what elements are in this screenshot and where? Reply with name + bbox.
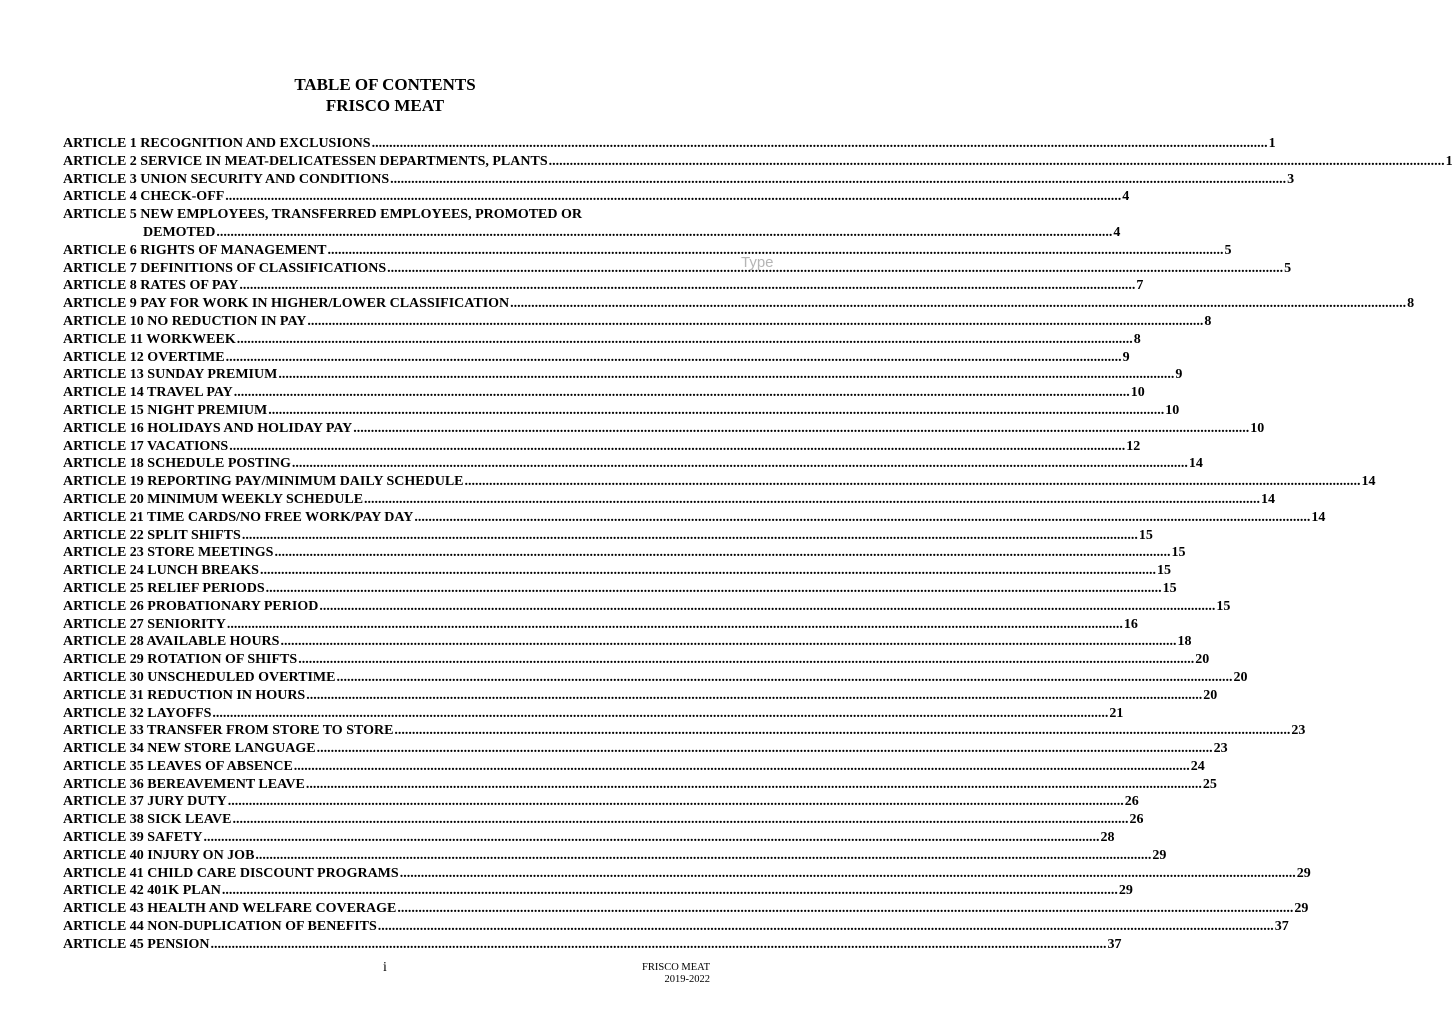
toc-dot-leader [306,776,1202,794]
toc-page-number: 15 [1138,527,1153,543]
toc-entry [63,473,1376,491]
toc-dot-leader [336,669,1232,687]
toc-page-number: 10 [1165,402,1180,418]
toc-entry-text: ARTICLE 43 HEALTH AND WELFARE COVERAGE [63,901,397,917]
toc-entry-continuation: DEMOTED [143,224,216,240]
footer-doc-name: FRISCO MEAT [642,962,710,973]
toc-entry-text: ARTICLE 19 REPORTING PAY/MINIMUM DAILY SCHEDULE [63,474,464,490]
toc-dot-leader [353,420,1249,438]
toc-entry [63,687,1218,705]
toc-entry [63,171,1295,189]
toc-page-number: 1 [1445,153,1453,169]
toc-entry-text: ARTICLE 45 PENSION [63,936,210,952]
toc-dot-leader [414,509,1310,527]
toc-dot-leader [204,829,1100,847]
toc-entry [63,242,1232,260]
toc-dot-leader [225,188,1121,206]
toc-dot-leader [234,384,1130,402]
toc-entry [63,580,1177,598]
toc-dot-leader [266,580,1162,598]
toc-page-number: 4 [1122,189,1130,205]
toc-entry [63,188,1130,206]
toc-entry-text: ARTICLE 38 SICK LEAVE [63,812,232,828]
toc-dot-leader [327,242,1223,260]
toc-dot-leader [268,402,1164,420]
toc-entry-text: ARTICLE 9 PAY FOR WORK IN HIGHER/LOWER CLASSIFICATION [63,296,510,312]
toc-dot-leader [372,135,1268,153]
toc-entry-text: ARTICLE 26 PROBATIONARY PERIOD [63,598,319,614]
toc-page-number: 20 [1195,652,1210,668]
toc-page-number: 20 [1203,687,1218,703]
toc-page-number: 15 [1156,563,1171,579]
toc-entry [63,669,1248,687]
toc-dot-leader [274,544,1170,562]
toc-page-number: 7 [1136,278,1144,294]
toc-dot-leader [294,758,1190,776]
toc-entry-text: ARTICLE 16 HOLIDAYS AND HOLIDAY PAY [63,420,353,436]
toc-dot-leader [255,847,1151,865]
toc-entry-text: ARTICLE 10 NO REDUCTION IN PAY [63,313,307,329]
toc-entry [63,598,1231,616]
toc-entry-text: ARTICLE 8 RATES OF PAY [63,278,239,294]
toc-entry-text: ARTICLE 39 SAFETY [63,830,203,846]
toc-entry [63,900,1309,918]
toc-page-number: 15 [1162,580,1177,596]
toc-entry [63,651,1210,669]
toc-page-number: 12 [1126,438,1141,454]
toc-page-number: 25 [1202,776,1217,792]
toc-entry [63,865,1311,883]
toc-entry [63,722,1306,740]
toc-page-number: 29 [1296,865,1311,881]
toc-dot-leader [292,455,1188,473]
toc-entry [63,153,1453,171]
page-subtitle: FRISCO MEAT [325,96,445,115]
toc-page-number: 21 [1109,705,1124,721]
toc-entry-text: ARTICLE 44 NON-DUPLICATION OF BENEFITS [63,919,377,935]
toc-dot-leader [549,153,1445,171]
toc-entry [63,491,1276,509]
toc-dot-leader [239,277,1135,295]
toc-entry [63,509,1326,527]
toc-page-number: 37 [1274,919,1289,935]
toc-entry-text: ARTICLE 2 SERVICE IN MEAT-DELICATESSEN DEPARTMENTS, PLANTS [63,153,548,169]
toc-entry-text: ARTICLE 4 CHECK-OFF [63,189,225,205]
toc-page-number: 5 [1224,242,1232,258]
toc-dot-leader [378,918,1274,936]
toc-dot-leader [237,331,1133,349]
toc-page-number: 5 [1284,260,1292,276]
toc-entry-text: ARTICLE 7 DEFINITIONS OF CLASSIFICATIONS [63,260,387,276]
toc-dot-leader [226,349,1122,367]
toc-dot-leader [400,865,1296,883]
footer-years: 2019-2022 [664,974,710,985]
toc-dot-leader [387,260,1283,278]
toc-entry-text: ARTICLE 40 INJURY ON JOB [63,847,255,863]
toc-dot-leader [212,705,1108,723]
toc-page-number: 24 [1190,758,1205,774]
toc-entry-text: ARTICLE 41 CHILD CARE DISCOUNT PROGRAMS [63,865,399,881]
toc-entry [63,936,1122,954]
toc-dot-leader [222,882,1118,900]
toc-entry [63,740,1228,758]
toc-dot-leader [227,616,1123,634]
toc-entry-text: ARTICLE 27 SENIORITY [63,616,226,632]
toc-entry [63,295,1415,313]
toc-entry-text: ARTICLE 34 NEW STORE LANGUAGE [63,741,316,757]
toc-page-number: 16 [1123,616,1138,632]
toc-page-number: 4 [1113,224,1121,240]
toc-dot-leader [211,936,1107,954]
toc-entry-text: ARTICLE 5 NEW EMPLOYEES, TRANSFERRED EMPLOYEES, PROMOTED OR [63,207,583,223]
toc-entry-text: ARTICLE 30 UNSCHEDULED OVERTIME [63,669,336,685]
toc-entry-text: ARTICLE 21 TIME CARDS/NO FREE WORK/PAY DAY [63,509,414,525]
toc-entry-text: ARTICLE 17 VACATIONS [63,438,229,454]
toc-page-number: 1 [1268,136,1276,151]
toc-entry [63,384,1145,402]
toc-page-number: 9 [1122,349,1130,365]
toc-entry [63,420,1265,438]
toc-entry-text: ARTICLE 37 JURY DUTY [63,794,227,810]
toc-dot-leader [397,900,1293,918]
toc-page-number: 28 [1100,830,1115,846]
toc-entry-text: ARTICLE 6 RIGHTS OF MANAGEMENT [63,242,327,258]
toc-dot-leader [306,687,1202,705]
toc-entry [63,402,1180,420]
toc-dot-leader [317,740,1213,758]
toc-entry-text: ARTICLE 32 LAYOFFS [63,705,212,721]
toc-page-number: 14 [1261,491,1276,507]
toc-page-number: 29 [1294,901,1309,917]
toc-entry-text: ARTICLE 29 ROTATION OF SHIFTS [63,652,298,668]
toc-entry-text: ARTICLE 13 SUNDAY PREMIUM [63,367,278,383]
toc-entry-text: ARTICLE 22 SPLIT SHIFTS [63,527,241,543]
toc-entry-text: ARTICLE 12 OVERTIME [63,349,225,365]
toc-entry [63,366,1183,384]
toc-page-number: 14 [1188,456,1203,472]
toc-dot-leader [510,295,1406,313]
toc-entry-text: ARTICLE 20 MINIMUM WEEKLY SCHEDULE [63,491,364,507]
toc-dot-leader [278,366,1174,384]
toc-entry [63,349,1130,367]
toc-page-number: 8 [1133,331,1141,347]
toc-entry-text: ARTICLE 28 AVAILABLE HOURS [63,634,280,650]
toc-entry [63,277,1144,295]
toc-entry-text: ARTICLE 35 LEAVES OF ABSENCE [63,758,293,774]
footer-document-info [642,962,710,986]
toc-page-number: 3 [1287,171,1295,187]
toc-dot-leader [307,313,1203,331]
toc-entry [63,438,1141,456]
toc-dot-leader [228,793,1124,811]
toc-page-number: 26 [1124,794,1139,810]
toc-entry-text: ARTICLE 24 LUNCH BREAKS [63,563,259,579]
toc-dot-leader [390,171,1286,189]
toc-page-number: 9 [1175,367,1183,383]
toc-dot-leader [216,224,1112,242]
toc-entry-text: ARTICLE 1 RECOGNITION AND EXCLUSIONS [63,136,371,151]
toc-entry-text: ARTICLE 23 STORE MEETINGS [63,545,274,561]
toc-entry-text: ARTICLE 33 TRANSFER FROM STORE TO STORE [63,723,394,739]
toc-dot-leader [298,651,1194,669]
toc-entry [63,135,1276,153]
toc-entry-text: ARTICLE 11 WORKWEEK [63,331,236,347]
toc-page-number: 10 [1250,420,1265,436]
toc-page-number: 15 [1216,598,1231,614]
toc-page-number: 26 [1129,812,1144,828]
toc-entry [63,811,1144,829]
toc-entry [63,313,1212,331]
toc-entry [63,829,1115,847]
toc-entry [63,918,1289,936]
toc-entry [63,758,1205,776]
toc-entry-text: ARTICLE 3 UNION SECURITY AND CONDITIONS [63,171,390,187]
toc-entry-text: ARTICLE 18 SCHEDULE POSTING [63,456,291,472]
toc-dot-leader [319,598,1215,616]
toc-entry [63,206,1121,242]
toc-page-number: 29 [1118,883,1133,899]
toc-page-number: 8 [1407,296,1415,312]
toc-dot-leader [394,722,1290,740]
toc-page-number: 15 [1171,545,1186,561]
toc-page-number: 14 [1311,509,1326,525]
toc-page-number: 23 [1291,723,1306,739]
toc-page-number: 23 [1213,741,1228,757]
toc-page-number: 20 [1233,669,1248,685]
toc-dot-leader [232,811,1128,829]
toc-entry [63,544,1186,562]
toc-entry-text: ARTICLE 15 NIGHT PREMIUM [63,402,268,418]
toc-dot-leader [465,473,1361,491]
toc-page-number: 18 [1177,634,1192,650]
toc-entry [63,616,1138,634]
toc-page-number: 37 [1107,936,1122,952]
toc-entry [63,882,1133,900]
toc-entry [63,633,1192,651]
toc-entry-text: ARTICLE 36 BEREAVEMENT LEAVE [63,776,305,792]
toc-dot-leader [364,491,1260,509]
toc-dot-leader [260,562,1156,580]
toc-entry [63,705,1124,723]
type-hint-text: Type [741,254,774,271]
toc-page-number: 10 [1130,385,1145,401]
toc-entry [63,455,1203,473]
toc-entry [63,527,1153,545]
toc-dot-leader [242,527,1138,545]
toc-dot-leader [229,438,1125,456]
toc-entry-text: ARTICLE 14 TRAVEL PAY [63,385,233,401]
toc-entry [63,847,1167,865]
toc-entry-text: ARTICLE 42 401K PLAN [63,883,221,899]
toc-page-number: 14 [1361,474,1376,490]
toc-entry [63,331,1141,349]
toc-entry-text: ARTICLE 31 REDUCTION IN HOURS [63,687,306,703]
footer-page-number: i [383,960,387,975]
toc-page-number: 29 [1152,847,1167,863]
toc-entry [63,793,1139,811]
toc-dot-leader [280,633,1176,651]
page-title: TABLE OF CONTENTS [294,75,476,94]
toc-page-number: 8 [1204,313,1212,329]
toc-entry [63,776,1217,794]
toc-entry [63,562,1171,580]
toc-entry-text: ARTICLE 25 RELIEF PERIODS [63,580,265,596]
